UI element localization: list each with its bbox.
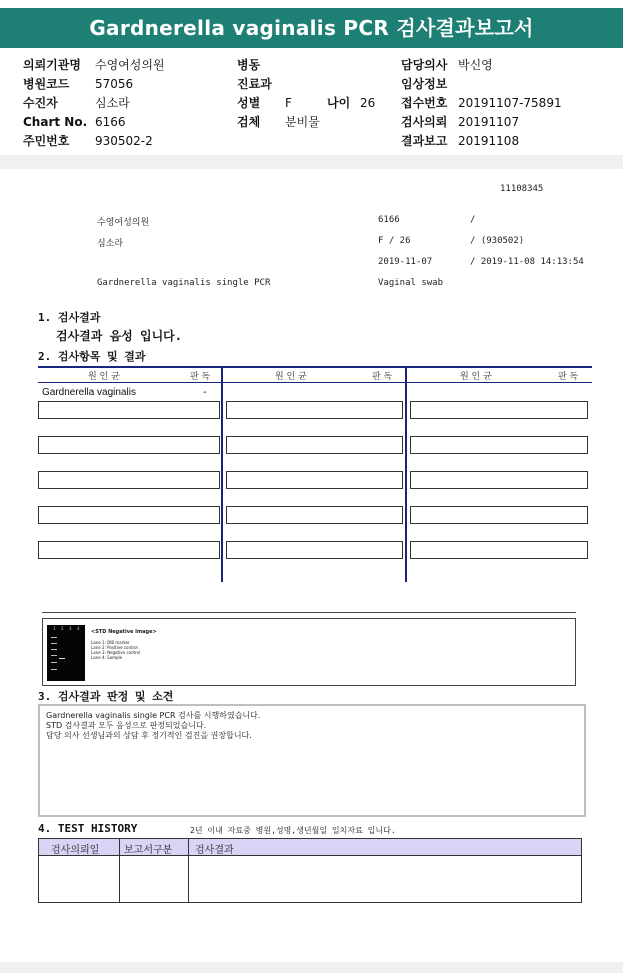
table-cell	[38, 401, 220, 419]
legend-item: Lane 3: Negative control	[91, 650, 141, 655]
table-header-rule	[38, 382, 592, 383]
lane-number: 3	[69, 626, 72, 631]
result-summary: 검사결과 음성 입니다.	[56, 329, 183, 343]
page-divider	[0, 155, 623, 169]
col-result: 판 독	[558, 372, 579, 382]
col-result: 판 독	[372, 372, 393, 382]
marker-band	[51, 649, 57, 650]
col-organism: 원 인 균	[460, 372, 492, 382]
clinical-info-label: 임상정보	[401, 77, 448, 91]
organism-name: Gardnerella vaginalis	[42, 387, 136, 398]
patient-label: 수진자	[23, 96, 58, 110]
section-1-title: 1. 검사결과	[38, 311, 101, 324]
gel-image	[47, 625, 85, 681]
doc-birth: / (930502)	[470, 236, 525, 246]
table-cell	[38, 436, 220, 454]
doctor-name: 박신영	[458, 58, 493, 72]
doc-report-date: / 2019-11-08 14:13:54	[470, 257, 584, 267]
history-col-divider	[119, 839, 120, 902]
report-date: 20191108	[458, 134, 520, 148]
sex-label: 성별	[237, 96, 261, 110]
marker-band	[51, 637, 57, 638]
table-col-divider	[221, 367, 223, 582]
lane-number: 2	[61, 626, 64, 631]
specimen-label: 검체	[237, 115, 261, 129]
marker-band	[51, 662, 57, 663]
header-field: 의뢰기관명	[23, 58, 81, 72]
table-cell	[410, 436, 588, 454]
table-cell	[226, 436, 403, 454]
hospital-code: 57056	[95, 77, 134, 91]
doctor-label: 담당의사	[401, 58, 448, 72]
clinic-name: 수영여성의원	[95, 58, 165, 72]
table-cell	[38, 471, 220, 489]
hospital-code-label: 병원코드	[23, 77, 70, 91]
marker-band	[51, 655, 57, 656]
doc-test-name: Gardnerella vaginalis single PCR	[97, 278, 271, 288]
doc-clinic: 수영여성의원	[97, 218, 150, 228]
col-result: 판 독	[190, 372, 211, 382]
table-col-divider	[405, 367, 407, 582]
table-cell	[410, 541, 588, 559]
opinion-line: 담당 의사 선생님과의 상담 후 정기적인 검진을 권장합니다.	[46, 731, 252, 740]
table-top-rule	[38, 366, 592, 368]
legend-item: Lane 2: Positive control	[91, 645, 138, 650]
history-header	[39, 839, 581, 856]
chart-no-label: Chart No.	[23, 115, 88, 129]
table-cell	[38, 506, 220, 524]
gel-title: <STD Negative Image>	[91, 629, 157, 635]
doc-patient: 심소라	[97, 239, 124, 249]
doc-specimen: Vaginal swab	[378, 278, 444, 288]
col-organism: 원 인 균	[88, 372, 120, 382]
opinion-line: STD 검사결과 모두 음성으로 판정되었습니다.	[46, 721, 207, 730]
divider	[42, 612, 576, 613]
marker-band	[51, 669, 57, 670]
request-date-label: 검사의뢰	[401, 115, 448, 129]
request-date: 20191107	[458, 115, 520, 129]
specimen-value: 분비물	[285, 115, 320, 129]
positive-band	[59, 658, 65, 659]
ssn: 930502-2	[95, 134, 153, 148]
doc-request-date: 2019-11-07	[378, 257, 433, 267]
table-cell	[226, 506, 403, 524]
table-cell	[226, 401, 403, 419]
doc-slash: /	[470, 215, 476, 225]
chart-no: 6166	[95, 115, 126, 129]
history-col-divider	[188, 839, 189, 902]
doc-chart: 6166	[378, 215, 400, 225]
table-cell	[38, 541, 220, 559]
history-table	[38, 838, 582, 903]
receipt-no-label: 접수번호	[401, 96, 448, 110]
age-label: 나이	[327, 96, 351, 110]
doc-sex-age: F / 26	[378, 236, 411, 246]
receipt-no: 20191107-75891	[458, 96, 562, 110]
opinion-box	[38, 704, 586, 817]
organism-result: -	[203, 387, 207, 398]
gel-legend	[91, 629, 157, 660]
lane-number: 4	[77, 626, 80, 631]
table-cell	[226, 471, 403, 489]
section-4-title: 4. TEST HISTORY	[38, 822, 138, 835]
table-cell	[226, 541, 403, 559]
age-value: 26	[360, 96, 376, 110]
history-note: 2년 이내 자료중 병원,성명,생년월일 일치자료 입니다.	[190, 826, 396, 835]
history-col-result: 검사결과	[195, 845, 234, 856]
history-col-date: 검사의뢰일	[51, 845, 100, 856]
dept-label: 진료과	[237, 77, 272, 91]
ward-label: 병동	[237, 58, 261, 72]
sex-value: F	[285, 96, 292, 110]
lane-number: 1	[53, 626, 56, 631]
table-cell	[410, 401, 588, 419]
history-col-type: 보고서구분	[124, 845, 173, 856]
table-cell	[410, 506, 588, 524]
page-bottom-band	[0, 962, 623, 973]
ssn-label: 주민번호	[23, 134, 70, 148]
section-2-title: 2. 검사항목 및 결과	[38, 350, 146, 363]
opinion-line: Gardnerella vaginalis single PCR 검사를 시행하였습니다.	[46, 711, 261, 720]
gel-image-box	[42, 618, 576, 686]
col-organism: 원 인 균	[275, 372, 307, 382]
section-3-title: 3. 검사결과 판정 및 소견	[38, 690, 174, 703]
report-title: Gardnerella vaginalis PCR 검사결과보고서	[0, 8, 623, 48]
doc-id: 11108345	[500, 184, 544, 194]
legend-item: Lane 1: DIB marker	[91, 640, 130, 645]
legend-item: Lane 4: Sample	[91, 655, 123, 660]
table-cell	[410, 471, 588, 489]
report-date-label: 결과보고	[401, 134, 448, 148]
patient-name: 심소라	[95, 96, 130, 110]
marker-band	[51, 643, 57, 644]
